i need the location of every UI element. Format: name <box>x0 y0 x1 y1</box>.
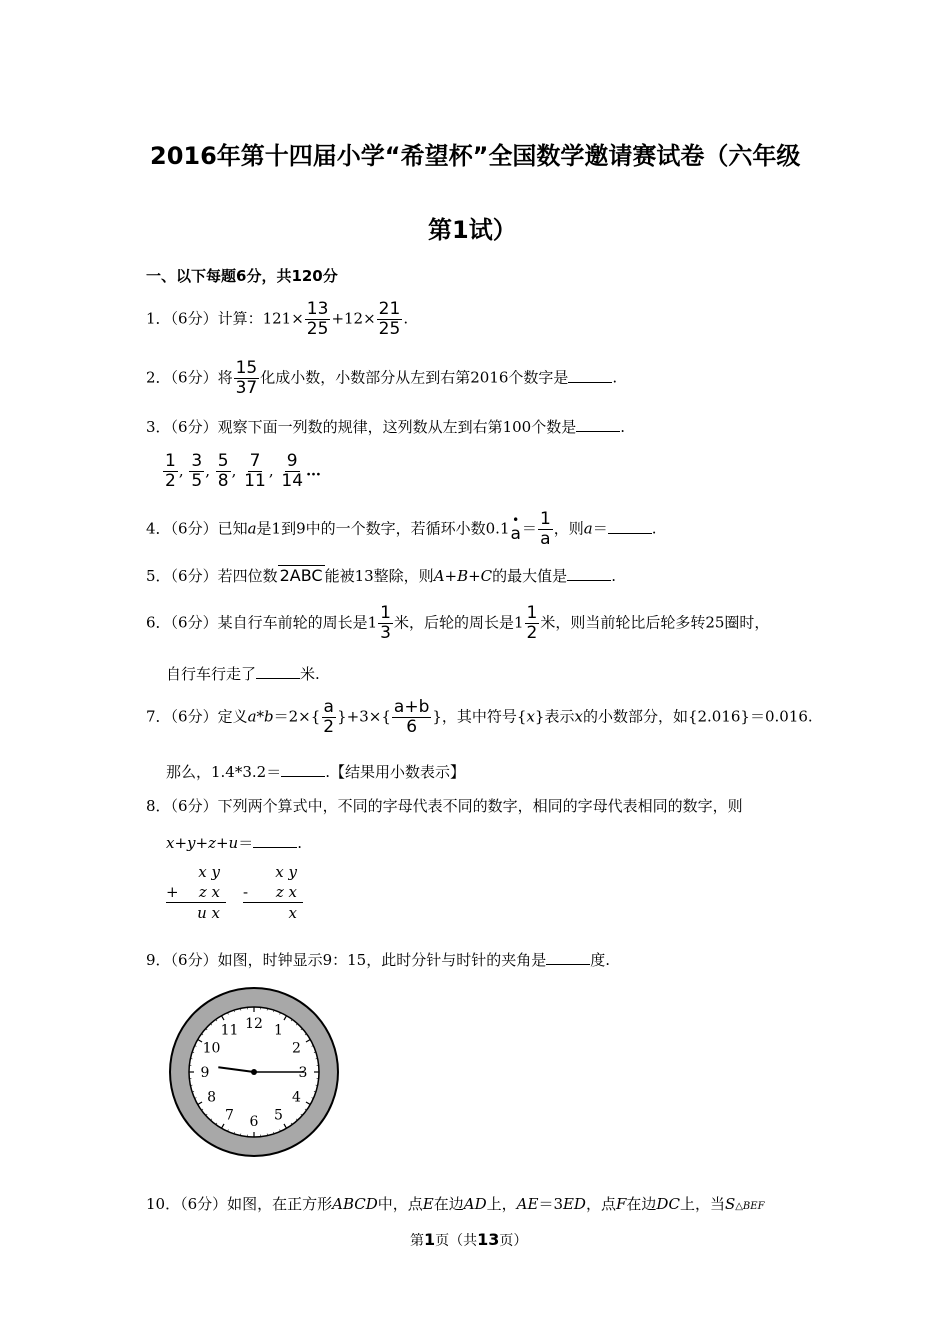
question-6: 6．（6分）某自行车前轮的周长是1 $\frac{1}{3}$ 米，后轮的周长是1 $\frac{1}{2}$ 米，则当前轮比后轮多转25圈时， <box>146 603 770 643</box>
question-2: 2．（6分）将 $\frac{15}{37}$ 化成小数，小数部分从左到右第2016个数字是 . <box>146 358 618 398</box>
fraction: $\frac{13}{25}$ <box>306 299 329 339</box>
clock-number: 10 <box>202 1040 221 1057</box>
question-8: 8．（6分）下列两个算式中，不同的字母代表不同的数字，相同的字母代表相同的数字，则 <box>146 797 743 815</box>
clock-number: 7 <box>225 1107 234 1124</box>
question-7: 7．（6分）定义a*b＝2×{ $\frac{a}{2}$ }+3×{ $\frac{a+b}{6}$ }，其中符号{x}表示x的小数部分，如{2.016}＝0.016. <box>146 697 813 737</box>
question-10: 10．（6分）如图，在正方形ABCD中，点E在边AD上，AE＝3ED，点F在边DC上，当S△BEF <box>146 1195 765 1213</box>
clock-number: 6 <box>249 1114 259 1130</box>
answer-blank <box>576 417 620 432</box>
answer-blank <box>568 368 612 383</box>
clock-number: 1 <box>274 1022 283 1039</box>
clock-number: 2 <box>291 1040 301 1057</box>
clock-number: 5 <box>274 1107 283 1124</box>
addition-puzzle: x y + z x u x <box>166 862 226 923</box>
answer-blank <box>253 833 297 848</box>
fraction: $\frac{21}{25}$ <box>378 299 401 339</box>
clock-figure <box>168 986 340 1158</box>
page-footer: 第1页（共13页） <box>410 1230 528 1249</box>
subtraction-puzzle: x y - z x x <box>243 862 303 923</box>
question-8-line2: x+y+z+u＝ . <box>166 834 302 852</box>
answer-blank <box>256 664 300 679</box>
page-title-line2: 第1试） <box>428 216 517 244</box>
question-9: 9．（6分）如图，时钟显示9：15，此时分针与时针的夹角是 度. <box>146 951 611 969</box>
clock-number: 11 <box>220 1022 239 1039</box>
answer-blank <box>281 762 325 777</box>
overline-number: 2ABC <box>279 566 323 585</box>
clock-number: 4 <box>291 1089 301 1106</box>
clock-number: 8 <box>207 1089 217 1106</box>
clock-number: 9 <box>200 1065 210 1081</box>
clock-number: 12 <box>245 1016 263 1032</box>
question-3: 3．（6分）观察下面一列数的规律，这列数从左到右第100个数是 . <box>146 418 626 436</box>
question-1: 1．（6分）计算：121× $\frac{13}{25}$ +12× $\frac{21}{25}$ . <box>146 299 409 339</box>
number-sequence: $\frac{1}{2}$ , $\frac{3}{5}$ , $\frac{5}{8}$ , $\frac{7}{11}$ , $\frac{9}{14}$ … <box>165 451 322 491</box>
question-5: 5．（6分）若四位数 2ABC 能被13整除，则A+B+C的最大值是 . <box>146 566 616 585</box>
clock-center <box>251 1069 257 1075</box>
page-title: 2016年第十四届小学“希望杯”全国数学邀请赛试卷（六年级 <box>150 142 801 170</box>
question-7-line2: 那么，1.4*3.2＝ .【结果用小数表示】 <box>166 763 465 781</box>
clock-number: 3 <box>298 1065 308 1081</box>
answer-blank <box>546 950 590 965</box>
answer-blank <box>567 566 611 581</box>
question-4: 4．（6分）已知a是1到9中的一个数字，若循环小数0.1 • a ＝ $\frac{1}{a}$ ，则a＝ . <box>146 509 657 549</box>
question-6-line2: 自行车行走了 米. <box>166 665 320 683</box>
section-heading: 一、以下每题6分，共120分 <box>146 267 338 285</box>
answer-blank <box>608 519 652 534</box>
